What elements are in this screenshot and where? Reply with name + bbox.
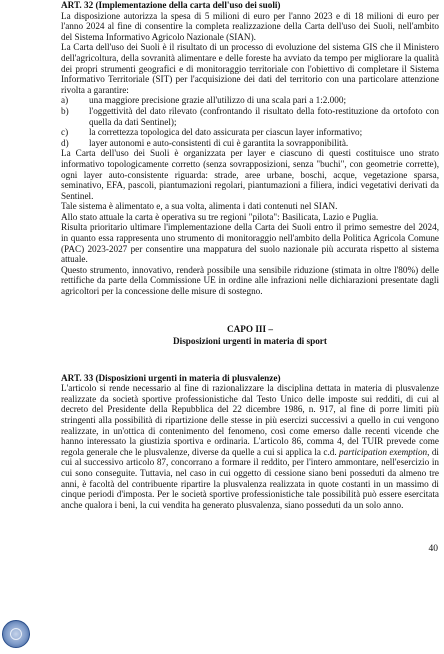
chapter-title: Disposizioni urgenti in materia di sport [173, 335, 327, 346]
list-marker: c) [61, 127, 69, 138]
list-marker: a) [61, 95, 69, 106]
article-32-paragraph: La Carta dell'uso dei Suoli è il risultato di un processo di evoluzione del sistema GIS che il Ministero dell'agricoltura, della sovranità alimentare e delle foreste ha avviato da tempo per migliorare la qualità dei propri strumenti geografici e di monitoraggio territoriale con l'obiettivo di completare il Sistema Informativo Territoriale (SIT) per l'acquisizione dei dati del territorio con una particolare attenzione rivolta a garantire: [61, 42, 439, 95]
seal-stamp [2, 620, 30, 648]
article-32-paragraph: La Carta dell'uso dei Suoli è organizzata per layer e ciascuno di questi costituisce uno strato informativo topologicamente corretto (senza sovrapposizioni, senza "buchi", con geometrie corrette), ogni layer auto-consistente riguarda: strade, aree urbane, boschi, acque, vegetazione sparsa, seminativo, EFA, pascoli, piantumazioni regolari, piantumazioni a filiera, indici vegetativi derivati da Sentinel. [61, 148, 439, 201]
list-text: la correttezza topologica del dato assicurata per ciascun layer informativo; [89, 127, 363, 138]
article-33-title: ART. 33 (Disposizioni urgenti in materia di plusvalenze) [61, 372, 281, 383]
article-32-paragraph: La disposizione autorizza la spesa di 5 milioni di euro per l'anno 2023 e di 18 milioni di euro per l'anno 2024 al fine di consentire la completa realizzazione della Carta dell'uso dei Suoli, nell'ambito del Sistema Informativo Agricolo Nazionale (SIAN). [61, 10, 439, 42]
list-item [61, 95, 439, 106]
list-text: una maggiore precisione grazie all'utilizzo di una scala pari a 1:2.000; [89, 95, 347, 106]
list-item [61, 106, 439, 127]
list-item [61, 127, 439, 138]
article-32-paragraph: Allo stato attuale la carta è operativa su tre regioni "pilota": Basilicata, Lazio e Puglia. [61, 211, 379, 222]
article-32-section [61, 0, 439, 297]
list-text: layer autonomi e auto-consistenti di cui è garantita la sovrapponibilità. [89, 137, 349, 148]
article-33-text: , di cui al successivo articolo 87, concorrano a formare il reddito, per l'intero ammontare, nell'esercizio in cui sono conseguite. Tuttavia, nel caso in cui oggetto di cessione siano beni posseduti da almeno tre anni, è facoltà del contribuente ripartire la plusvalenza realizzata in quote costanti in un massimo di cinque periodi d'imposta. Per le società sportive professionistiche tale possibilità può essere esercitata anche qualora i beni, la cui vendita ha generato plusvalenza, siano posseduti da un solo anno. [61, 446, 439, 510]
list-marker: b) [61, 105, 69, 116]
article-32-paragraph: Tale sistema è alimentato e, a sua volta, alimenta i dati contenuti nel SIAN. [61, 201, 338, 212]
article-32-paragraph: Risulta prioritario ultimare l'implementazione della Carta dei Suoli entro il primo semestre del 2024, in quanto essa rappresenta uno strumento di monitoraggio nell'ambito della Politica Agricola Comune (PAC) 2023-2027 per consentire una mappatura del suolo nazionale più accurata rispetto al sistema attuale. [61, 222, 439, 265]
article-33-italic-term: participation exemption [339, 446, 428, 457]
chapter-number: CAPO III – [227, 323, 273, 334]
list-item [61, 138, 439, 149]
document-page [61, 0, 439, 510]
chapter-heading [61, 323, 439, 347]
article-32-title: ART. 32 (Implementazione della carta dell'uso dei suoli) [61, 0, 281, 10]
article-33-paragraph [61, 383, 439, 510]
list-text: l'oggettività del dato rilevato (confrontando il risultato della foto-restituzione da ortofoto con quella da dati Sentinel); [89, 105, 439, 127]
page-number: 40 [428, 544, 438, 554]
article-33-section [61, 373, 439, 511]
list-marker: d) [61, 137, 69, 148]
article-32-paragraph: Questo strumento, innovativo, renderà possibile una sensibile riduzione (stimata in oltre l'80%) delle rettifiche da parte della Commissione UE in ordine alle infrazioni nelle dichiarazioni presentate dagli agricoltori per la concessione delle misure di sostegno. [61, 264, 439, 297]
article-33-text: L'articolo si rende necessario al fine di razionalizzare la disciplina dettata in materia di plusvalenze realizzate da società sportive professionistiche dal Testo Unico delle imposte sui redditi, di cui al decreto del Presidente della Repubblica del 22 dicembre 1986, n. 917, al fine di porre limiti più stringenti alla possibilità di ripartizione delle stesse in più esercizi successivi a quello in cui vengono realizzate, in un'ottica di contenimento del fenomeno, così come emerso dalle recenti vicende che hanno interessato la giustizia sportiva e ordinaria. L'articolo 86, comma 4, del TUIR prevede come regola generale che le plusvalenze, diverse da quelle a cui si applica la c.d. [61, 383, 439, 457]
